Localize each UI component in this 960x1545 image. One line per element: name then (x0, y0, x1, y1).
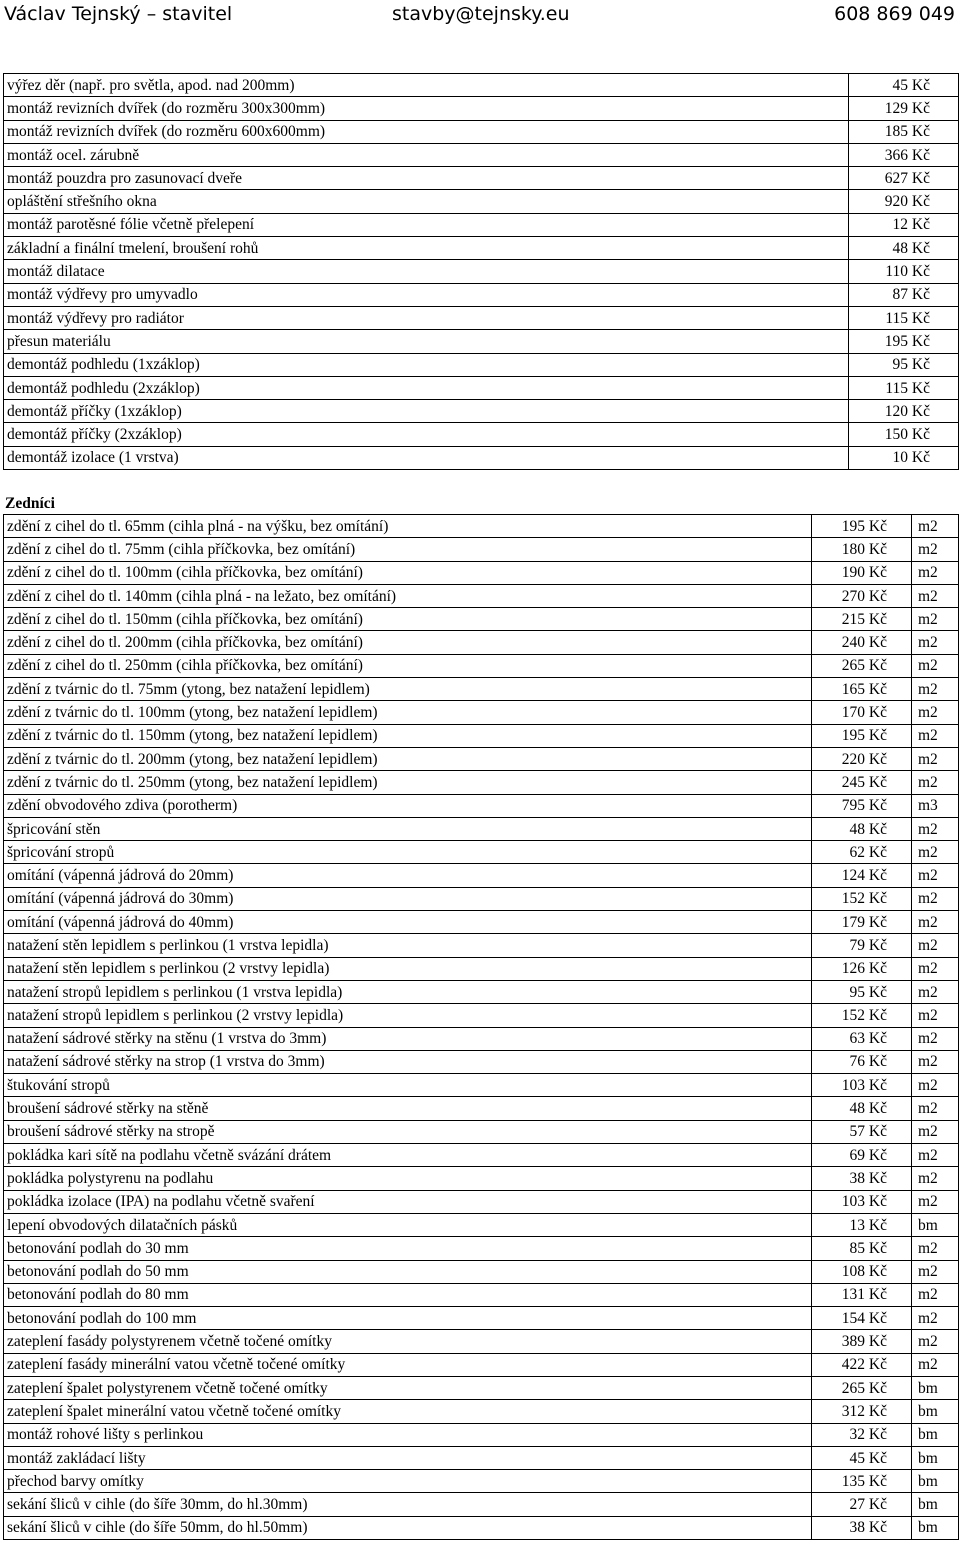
item-name: montáž zakládací lišty (4, 1446, 812, 1469)
item-name: zdění obvodového zdiva (porotherm) (4, 794, 812, 817)
item-unit: bm (912, 1376, 959, 1399)
item-unit: m2 (912, 1190, 959, 1213)
item-price: 312 Kč (812, 1400, 912, 1423)
item-name: broušení sádrové stěrky na stěně (4, 1097, 812, 1120)
table-row (4, 841, 959, 864)
item-price: 120 Kč (849, 400, 959, 423)
item-name: opláštění střešního okna (4, 190, 849, 213)
table-row (4, 864, 959, 887)
item-name: zdění z cihel do tl. 200mm (cihla příčkovka, bez omítání) (4, 631, 812, 654)
item-unit: m2 (912, 584, 959, 607)
item-price: 110 Kč (849, 260, 959, 283)
item-name: montáž revizních dvířek (do rozměru 300x300mm) (4, 97, 849, 120)
item-price: 103 Kč (812, 1074, 912, 1097)
table-row (4, 1446, 959, 1469)
item-name: demontáž příčky (1xzáklop) (4, 400, 849, 423)
table-row (4, 283, 959, 306)
item-unit: m2 (912, 887, 959, 910)
item-unit: m3 (912, 794, 959, 817)
table-row (4, 631, 959, 654)
table-row (4, 817, 959, 840)
item-price: 63 Kč (812, 1027, 912, 1050)
table-row (4, 584, 959, 607)
item-name: natažení stropů lepidlem s perlinkou (2 vrstvy lepidla) (4, 1004, 812, 1027)
item-name: natažení stěn lepidlem s perlinkou (2 vrstvy lepidla) (4, 957, 812, 980)
item-unit: m2 (912, 864, 959, 887)
item-unit: m2 (912, 841, 959, 864)
item-name: betonování podlah do 100 mm (4, 1307, 812, 1330)
item-price: 48 Kč (812, 1097, 912, 1120)
item-price: 135 Kč (812, 1470, 912, 1493)
table-row (4, 654, 959, 677)
table-row (4, 724, 959, 747)
price-table-top (3, 73, 959, 470)
item-name: pokládka polystyrenu na podlahu (4, 1167, 812, 1190)
item-name: montáž parotěsné fólie včetně přelepení (4, 213, 849, 236)
item-name: demontáž izolace (1 vrstva) (4, 446, 849, 469)
table-row (4, 1283, 959, 1306)
item-price: 126 Kč (812, 957, 912, 980)
item-unit: m2 (912, 1330, 959, 1353)
item-price: 152 Kč (812, 887, 912, 910)
item-price: 795 Kč (812, 794, 912, 817)
item-unit: bm (912, 1470, 959, 1493)
item-name: lepení obvodových dilatačních pásků (4, 1213, 812, 1236)
item-unit: m2 (912, 1237, 959, 1260)
item-price: 220 Kč (812, 747, 912, 770)
item-price: 87 Kč (849, 283, 959, 306)
item-price: 38 Kč (812, 1167, 912, 1190)
table-row (4, 747, 959, 770)
item-name: demontáž podhledu (2xzáklop) (4, 376, 849, 399)
table-row (4, 1027, 959, 1050)
item-unit: m2 (912, 911, 959, 934)
table-row (4, 794, 959, 817)
item-name: natažení sádrové stěrky na strop (1 vrstva do 3mm) (4, 1050, 812, 1073)
table-row (4, 1493, 959, 1516)
item-name: natažení sádrové stěrky na stěnu (1 vrstva do 3mm) (4, 1027, 812, 1050)
item-price: 10 Kč (849, 446, 959, 469)
item-name: sekání šliců v cihle (do šíře 50mm, do hl.50mm) (4, 1516, 812, 1539)
item-name: betonování podlah do 80 mm (4, 1283, 812, 1306)
item-price: 95 Kč (849, 353, 959, 376)
table-row (4, 561, 959, 584)
item-name: zdění z cihel do tl. 75mm (cihla příčkovka, bez omítání) (4, 538, 812, 561)
table-row (4, 1120, 959, 1143)
item-price: 265 Kč (812, 1376, 912, 1399)
item-price: 179 Kč (812, 911, 912, 934)
item-price: 38 Kč (812, 1516, 912, 1539)
item-name: betonování podlah do 50 mm (4, 1260, 812, 1283)
table-row (4, 423, 959, 446)
item-name: omítání (vápenná jádrová do 30mm) (4, 887, 812, 910)
table-row (4, 1330, 959, 1353)
contact-email[interactable]: stavby@tejnsky.eu (392, 3, 570, 25)
item-price: 150 Kč (849, 423, 959, 446)
item-price: 69 Kč (812, 1144, 912, 1167)
item-name: montáž rohové lišty s perlinkou (4, 1423, 812, 1446)
item-price: 131 Kč (812, 1283, 912, 1306)
table-row (4, 911, 959, 934)
table-row (4, 957, 959, 980)
item-name: zdění z tvárnic do tl. 200mm (ytong, bez natažení lepidlem) (4, 747, 812, 770)
item-name: zdění z tvárnic do tl. 100mm (ytong, bez natažení lepidlem) (4, 701, 812, 724)
item-unit: bm (912, 1213, 959, 1236)
table-row (4, 1376, 959, 1399)
item-price: 627 Kč (849, 167, 959, 190)
item-price: 152 Kč (812, 1004, 912, 1027)
item-price: 245 Kč (812, 771, 912, 794)
item-price: 12 Kč (849, 213, 959, 236)
item-unit: bm (912, 1446, 959, 1469)
table-row (4, 120, 959, 143)
item-unit: m2 (912, 1283, 959, 1306)
item-unit: m2 (912, 538, 959, 561)
item-name: zateplení špalet polystyrenem včetně točené omítky (4, 1376, 812, 1399)
item-name: zateplení fasády polystyrenem včetně točené omítky (4, 1330, 812, 1353)
item-name: špricování stěn (4, 817, 812, 840)
item-unit: bm (912, 1423, 959, 1446)
item-name: zdění z cihel do tl. 65mm (cihla plná - na výšku, bez omítání) (4, 515, 812, 538)
item-price: 32 Kč (812, 1423, 912, 1446)
item-name: výřez děr (např. pro světla, apod. nad 200mm) (4, 74, 849, 97)
item-price: 108 Kč (812, 1260, 912, 1283)
table-row (4, 376, 959, 399)
item-unit: m2 (912, 631, 959, 654)
item-price: 195 Kč (849, 330, 959, 353)
item-price: 48 Kč (812, 817, 912, 840)
item-name: montáž pouzdra pro zasunovací dveře (4, 167, 849, 190)
item-price: 240 Kč (812, 631, 912, 654)
table-row (4, 213, 959, 236)
item-name: natažení stropů lepidlem s perlinkou (1 vrstva lepidla) (4, 980, 812, 1003)
item-unit: m2 (912, 957, 959, 980)
table-row (4, 1074, 959, 1097)
item-name: montáž ocel. zárubně (4, 143, 849, 166)
item-name: zateplení fasády minerální vatou včetně točené omítky (4, 1353, 812, 1376)
item-name: pokládka kari sítě na podlahu včetně svázání drátem (4, 1144, 812, 1167)
table-row (4, 306, 959, 329)
item-name: broušení sádrové stěrky na stropě (4, 1120, 812, 1143)
table-row (4, 1307, 959, 1330)
item-price: 190 Kč (812, 561, 912, 584)
table-row (4, 515, 959, 538)
table-row (4, 353, 959, 376)
contact-phone[interactable]: 608 869 049 (834, 3, 955, 25)
item-name: demontáž příčky (2xzáklop) (4, 423, 849, 446)
item-price: 45 Kč (812, 1446, 912, 1469)
item-name: zdění z tvárnic do tl. 250mm (ytong, bez natažení lepidlem) (4, 771, 812, 794)
table-row (4, 237, 959, 260)
table-row (4, 97, 959, 120)
table-row (4, 446, 959, 469)
item-unit: m2 (912, 1167, 959, 1190)
item-unit: bm (912, 1516, 959, 1539)
item-price: 270 Kč (812, 584, 912, 607)
item-price: 115 Kč (849, 306, 959, 329)
page-header (0, 0, 960, 30)
item-name: zdění z cihel do tl. 150mm (cihla příčkovka, bez omítání) (4, 608, 812, 631)
item-price: 124 Kč (812, 864, 912, 887)
item-price: 389 Kč (812, 1330, 912, 1353)
item-price: 366 Kč (849, 143, 959, 166)
item-unit: m2 (912, 1307, 959, 1330)
item-price: 165 Kč (812, 678, 912, 701)
table-row (4, 260, 959, 283)
item-unit: m2 (912, 1144, 959, 1167)
table-row (4, 1237, 959, 1260)
table-row (4, 1167, 959, 1190)
item-price: 170 Kč (812, 701, 912, 724)
item-price: 422 Kč (812, 1353, 912, 1376)
table-row (4, 143, 959, 166)
table-row (4, 1516, 959, 1539)
table-row (4, 1190, 959, 1213)
table-row (4, 608, 959, 631)
table-row (4, 74, 959, 97)
item-name: pokládka izolace (IPA) na podlahu včetně svaření (4, 1190, 812, 1213)
item-unit: m2 (912, 980, 959, 1003)
item-price: 195 Kč (812, 724, 912, 747)
item-unit: m2 (912, 1050, 959, 1073)
section-title-zednici: Zedníci (5, 495, 55, 512)
item-unit: m2 (912, 771, 959, 794)
item-name: montáž výdřevy pro umyvadlo (4, 283, 849, 306)
item-name: omítání (vápenná jádrová do 20mm) (4, 864, 812, 887)
item-unit: m2 (912, 1027, 959, 1050)
item-name: zdění z tvárnic do tl. 75mm (ytong, bez natažení lepidlem) (4, 678, 812, 701)
item-price: 48 Kč (849, 237, 959, 260)
item-unit: m2 (912, 1353, 959, 1376)
item-name: zdění z cihel do tl. 250mm (cihla příčkovka, bez omítání) (4, 654, 812, 677)
table-row (4, 887, 959, 910)
table-row (4, 1423, 959, 1446)
item-price: 185 Kč (849, 120, 959, 143)
item-price: 129 Kč (849, 97, 959, 120)
table-row (4, 330, 959, 353)
item-price: 920 Kč (849, 190, 959, 213)
item-price: 95 Kč (812, 980, 912, 1003)
item-name: přesun materiálu (4, 330, 849, 353)
item-unit: m2 (912, 1120, 959, 1143)
item-unit: bm (912, 1493, 959, 1516)
item-price: 13 Kč (812, 1213, 912, 1236)
table-row (4, 1097, 959, 1120)
item-unit: m2 (912, 724, 959, 747)
table-row (4, 167, 959, 190)
item-price: 27 Kč (812, 1493, 912, 1516)
table-row (4, 1144, 959, 1167)
item-price: 103 Kč (812, 1190, 912, 1213)
table-row (4, 701, 959, 724)
item-price: 57 Kč (812, 1120, 912, 1143)
item-unit: bm (912, 1400, 959, 1423)
item-unit: m2 (912, 515, 959, 538)
item-name: demontáž podhledu (1xzáklop) (4, 353, 849, 376)
table-row (4, 678, 959, 701)
table-row (4, 1400, 959, 1423)
item-price: 85 Kč (812, 1237, 912, 1260)
table-row (4, 1004, 959, 1027)
item-name: betonování podlah do 30 mm (4, 1237, 812, 1260)
item-price: 62 Kč (812, 841, 912, 864)
table-row (4, 1213, 959, 1236)
item-price: 180 Kč (812, 538, 912, 561)
item-unit: m2 (912, 561, 959, 584)
item-name: montáž dilatace (4, 260, 849, 283)
item-name: omítání (vápenná jádrová do 40mm) (4, 911, 812, 934)
item-unit: m2 (912, 1097, 959, 1120)
table-row (4, 1470, 959, 1493)
table-row (4, 980, 959, 1003)
item-name: zdění z tvárnic do tl. 150mm (ytong, bez natažení lepidlem) (4, 724, 812, 747)
item-name: zateplení špalet minerální vatou včetně točené omítky (4, 1400, 812, 1423)
item-unit: m2 (912, 701, 959, 724)
item-unit: m2 (912, 1004, 959, 1027)
item-unit: m2 (912, 747, 959, 770)
item-name: přechod barvy omítky (4, 1470, 812, 1493)
item-unit: m2 (912, 1260, 959, 1283)
item-unit: m2 (912, 1074, 959, 1097)
item-unit: m2 (912, 817, 959, 840)
table-row (4, 400, 959, 423)
item-price: 265 Kč (812, 654, 912, 677)
table-row (4, 1260, 959, 1283)
item-name: základní a finální tmelení, broušení rohů (4, 237, 849, 260)
item-unit: m2 (912, 934, 959, 957)
table-row (4, 934, 959, 957)
item-price: 76 Kč (812, 1050, 912, 1073)
item-unit: m2 (912, 608, 959, 631)
table-row (4, 190, 959, 213)
item-name: montáž výdřevy pro radiátor (4, 306, 849, 329)
item-name: sekání šliců v cihle (do šíře 30mm, do hl.30mm) (4, 1493, 812, 1516)
item-name: štukování stropů (4, 1074, 812, 1097)
item-price: 215 Kč (812, 608, 912, 631)
table-row (4, 1353, 959, 1376)
item-price: 115 Kč (849, 376, 959, 399)
table-row (4, 538, 959, 561)
table-row (4, 771, 959, 794)
item-name: zdění z cihel do tl. 100mm (cihla příčkovka, bez omítání) (4, 561, 812, 584)
item-name: špricování stropů (4, 841, 812, 864)
item-name: natažení stěn lepidlem s perlinkou (1 vrstva lepidla) (4, 934, 812, 957)
item-price: 195 Kč (812, 515, 912, 538)
item-name: zdění z cihel do tl. 140mm (cihla plná - na ležato, bez omítání) (4, 584, 812, 607)
contractor-name: Václav Tejnský – stavitel (4, 3, 233, 25)
table-row (4, 1050, 959, 1073)
item-name: montáž revizních dvířek (do rozměru 600x600mm) (4, 120, 849, 143)
item-price: 79 Kč (812, 934, 912, 957)
price-table-zednici (3, 514, 959, 1540)
item-unit: m2 (912, 678, 959, 701)
item-price: 154 Kč (812, 1307, 912, 1330)
item-price: 45 Kč (849, 74, 959, 97)
item-unit: m2 (912, 654, 959, 677)
